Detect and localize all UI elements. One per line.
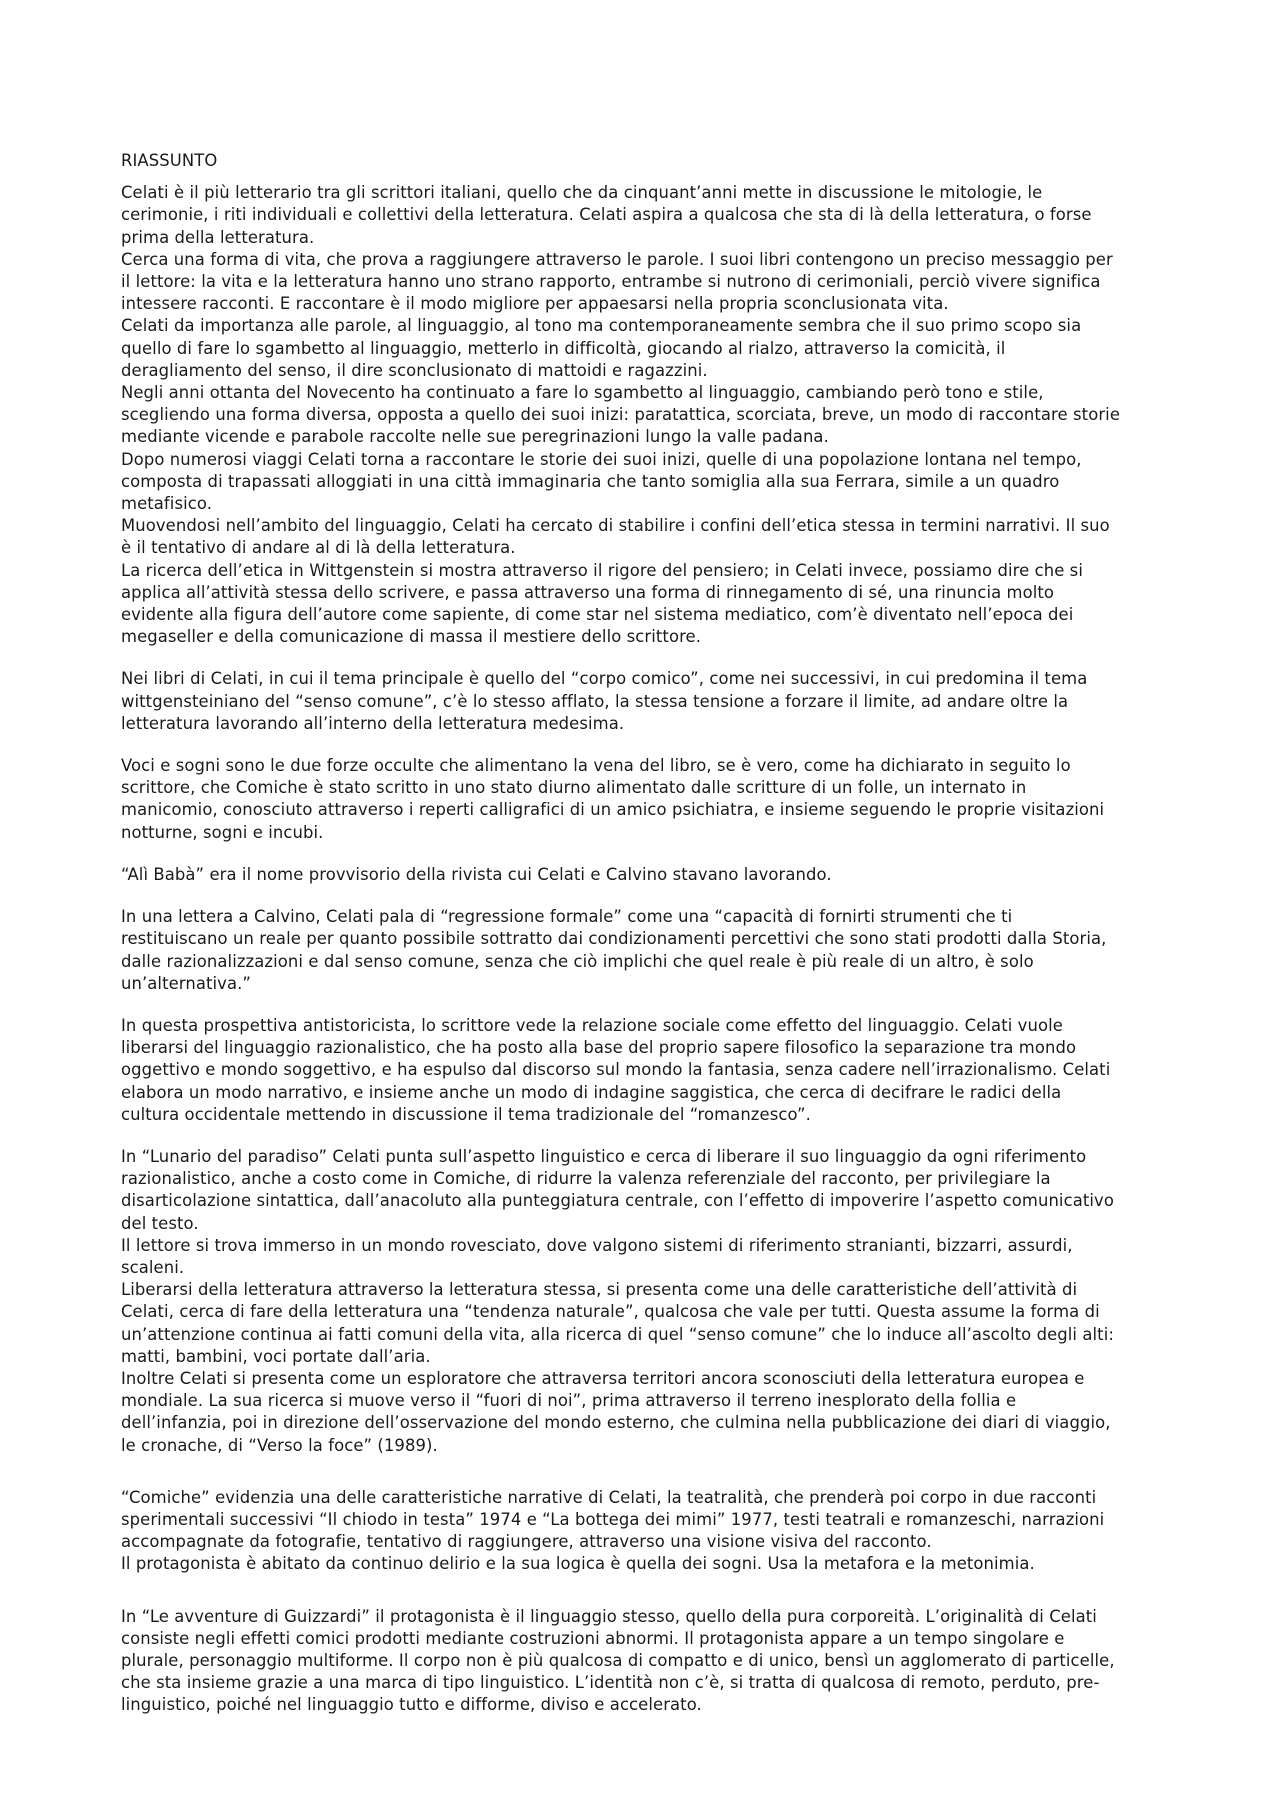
text-line: In una lettera a Calvino, Celati pala di “regressione formale” come una “capacità di fornirti strumenti che ti (121, 907, 1013, 927)
text-line: sperimentali successivi “Il chiodo in testa” 1974 e “La bottega dei mimi” 1977, testi teatrali e romanzeschi, narrazioni (121, 1509, 1105, 1529)
text-line: del testo. (121, 1213, 199, 1233)
text-line: cultura occidentale mettendo in discussione il tema tradizionale del “romanzesco”. (121, 1104, 811, 1124)
text-line: intessere racconti. E raccontare è il modo migliore per appaesarsi nella propria sconclusionata vita. (121, 294, 949, 314)
text-line: Celati da importanza alle parole, al linguaggio, al tono ma contemporaneamente sembra che il suo primo scopo sia (121, 316, 1082, 336)
paragraph-block (121, 1487, 1161, 1576)
text-line: mondiale. La sua ricerca si muove verso il “fuori di noi”, prima attraverso il terreno inesplorato della follia e (121, 1391, 1017, 1411)
text-line: dalle razionalizzazioni e dal senso comune, senza che ciò implichi che quel reale è più reale di un altro, è solo (121, 951, 1034, 971)
text-line: un’alternativa.” (121, 973, 252, 993)
text-line: Celati è il più letterario tra gli scrittori italiani, quello che da cinquant’anni mette in discussione le mitologie, le (121, 183, 1043, 203)
text-line: “Alì Babà” era il nome provvisorio della rivista cui Celati e Calvino stavano lavorando. (121, 864, 832, 884)
text-line: scaleni. (121, 1257, 185, 1277)
text-line: consiste negli effetti comici prodotti mediante costruzioni abnormi. Il protagonista appare a un tempo singolare e (121, 1628, 1065, 1648)
text-line: restituiscano un reale per quanto possibile sottratto dai condizionamenti percettivi che sono stati prodotti dalla Storia, (121, 929, 1107, 949)
paragraph-block (121, 668, 1161, 735)
text-line: Inoltre Celati si presenta come un esploratore che attraversa territori ancora sconosciuti della letteratura europea e (121, 1368, 1085, 1388)
text-line: Dopo numerosi viaggi Celati torna a raccontare le storie dei suoi inizi, quelle di una popolazione lontana nel tempo, (121, 449, 1082, 469)
text-line: dell’infanzia, poi in direzione dell’osservazione del mondo esterno, che culmina nella pubblicazione dei diari di viaggio, (121, 1413, 1111, 1433)
paragraph-block (121, 182, 1161, 648)
text-line: letteratura lavorando all’interno della letteratura medesima. (121, 713, 625, 733)
text-line: linguistico, poiché nel linguaggio tutto e difforme, diviso e accelerato. (121, 1695, 702, 1715)
document-page (121, 150, 1161, 1737)
text-line: plurale, personaggio multiforme. Il corpo non è più qualcosa di compatto e di unico, bensì un agglomerato di particelle, (121, 1650, 1115, 1670)
text-line: Cerca una forma di vita, che prova a raggiungere attraverso le parole. I suoi libri contengono un preciso messaggio per (121, 249, 1113, 269)
text-line: scrittore, che Comiche è stato scritto in uno stato diurno alimentato dalle scritture di un folle, un internato in (121, 778, 1027, 798)
text-line: cerimonie, i riti individuali e collettivi della letteratura. Celati aspira a qualcosa che sta di là della letteratura, o forse (121, 205, 1092, 225)
text-line: scegliendo una forma diversa, opposta a quello dei suoi inizi: paratattica, scorciata, breve, un modo di raccontare storie (121, 405, 1121, 425)
text-line: razionalistico, anche a costo come in Comiche, di ridurre la valenza referenziale del racconto, per privilegiare la (121, 1169, 1051, 1189)
text-line: mediante vicende e parabole raccolte nelle sue peregrinazioni lungo la valle padana. (121, 427, 829, 447)
text-line: megaseller e della comunicazione di massa il mestiere dello scrittore. (121, 627, 702, 647)
document-title: RIASSUNTO (121, 151, 218, 170)
text-line: matti, bambini, voci portate dall’aria. (121, 1346, 431, 1366)
text-line: un’attenzione continua ai fatti comuni della vita, alla ricerca di quel “senso comune” che lo induce all’ascolto degli alti: (121, 1324, 1114, 1344)
text-line: che sta insieme grazie a una marca di tipo linguistico. L’identità non c’è, si tratta di qualcosa di remoto, perduto, pre- (121, 1673, 1100, 1693)
text-line: notturne, sogni e incubi. (121, 822, 324, 842)
paragraph-block (121, 1146, 1161, 1457)
text-line: oggettivo e mondo soggettivo, e ha espulso dal discorso sul mondo la fantasia, senza cadere nell’irrazionalismo. Celati (121, 1060, 1111, 1080)
document-body (121, 182, 1161, 1716)
text-line: il lettore: la vita e la letteratura hanno uno strano rapporto, entrambe si nutrono di cerimoniali, perciò vivere significa (121, 272, 1101, 292)
text-line: wittgensteiniano del “senso comune”, c’è lo stesso afflato, la stessa tensione a forzare il limite, ad andare oltre la (121, 691, 1069, 711)
paragraph-block (121, 1606, 1161, 1717)
text-line: Nei libri di Celati, in cui il tema principale è quello del “corpo comico”, come nei successivi, in cui predomina il tema (121, 669, 1088, 689)
text-line: composta di trapassati alloggiati in una città immaginaria che tanto somiglia alla sua Ferrara, simile a un quadro (121, 471, 1060, 491)
text-line: le cronache, di “Verso la foce” (1989). (121, 1435, 438, 1455)
text-line: evidente alla figura dell’autore come sapiente, di come star nel sistema mediatico, com’è diventato nell’epoca dei (121, 605, 1074, 625)
text-line: La ricerca dell’etica in Wittgenstein si mostra attraverso il rigore del pensiero; in Celati invece, possiamo dire che si (121, 560, 1083, 580)
text-line: In “Le avventure di Guizzardi” il protagonista è il linguaggio stesso, quello della pura corporeità. L’originalità di Celati (121, 1606, 1097, 1626)
text-line: liberarsi del linguaggio razionalistico, che ha posto alla base del proprio sapere filosofico la separazione tra mondo (121, 1038, 1077, 1058)
text-line: disarticolazione sintattica, dall’anacoluto alla punteggiatura centrale, con l’effetto di impoverire l’aspetto comunicativo (121, 1191, 1114, 1211)
text-line: In questa prospettiva antistoricista, lo scrittore vede la relazione sociale come effetto del linguaggio. Celati vuole (121, 1015, 1063, 1035)
paragraph-block (121, 864, 1161, 886)
text-line: elabora un modo narrativo, e insieme anche un modo di indagine saggistica, che cerca di decifrare le radici della (121, 1082, 1062, 1102)
paragraph-block (121, 1015, 1161, 1126)
text-line: Celati, cerca di fare della letteratura una “tendenza naturale”, qualcosa che vale per tutti. Questa assume la forma di (121, 1302, 1100, 1322)
text-line: prima della letteratura. (121, 227, 315, 247)
paragraph-block (121, 755, 1161, 844)
text-line: quello di fare lo sgambetto al linguaggio, metterlo in difficoltà, giocando al rialzo, attraverso la comicità, il (121, 338, 1006, 358)
paragraph-block (121, 906, 1161, 995)
text-line: accompagnate da fotografie, tentativo di raggiungere, attraverso una visione visiva del racconto. (121, 1532, 932, 1552)
text-line: Muovendosi nell’ambito del linguaggio, Celati ha cercato di stabilire i confini dell’etica stessa in termini narrativi. Il suo (121, 516, 1110, 536)
text-line: metafisico. (121, 494, 213, 514)
text-line: Il lettore si trova immerso in un mondo rovesciato, dove valgono sistemi di riferimento stranianti, bizzarri, assurdi, (121, 1235, 1073, 1255)
text-line: In “Lunario del paradiso” Celati punta sull’aspetto linguistico e cerca di liberare il suo linguaggio da ogni riferimento (121, 1146, 1087, 1166)
text-line: applica all’attività stessa dello scrivere, e passa attraverso una forma di rinnegamento di sé, una rinuncia molto (121, 582, 1055, 602)
text-line: Negli anni ottanta del Novecento ha continuato a fare lo sgambetto al linguaggio, cambiando però tono e stile, (121, 383, 1044, 403)
text-line: manicomio, conosciuto attraverso i reperti calligrafici di un amico psichiatra, e insieme seguendo le proprie visitazioni (121, 800, 1105, 820)
text-line: Il protagonista è abitato da continuo delirio e la sua logica è quella dei sogni. Usa la metafora e la metonimia. (121, 1554, 1035, 1574)
text-line: è il tentativo di andare al di là della letteratura. (121, 538, 516, 558)
text-line: “Comiche” evidenzia una delle caratteristiche narrative di Celati, la teatralità, che prenderà poi corpo in due racconti (121, 1487, 1097, 1507)
text-line: Liberarsi della letteratura attraverso la letteratura stessa, si presenta come una delle caratteristiche dell’attività di (121, 1280, 1078, 1300)
text-line: deragliamento del senso, il dire sconclusionato di mattoidi e ragazzini. (121, 360, 708, 380)
text-line: Voci e sogni sono le due forze occulte che alimentano la vena del libro, se è vero, come ha dichiarato in seguito lo (121, 756, 1071, 776)
